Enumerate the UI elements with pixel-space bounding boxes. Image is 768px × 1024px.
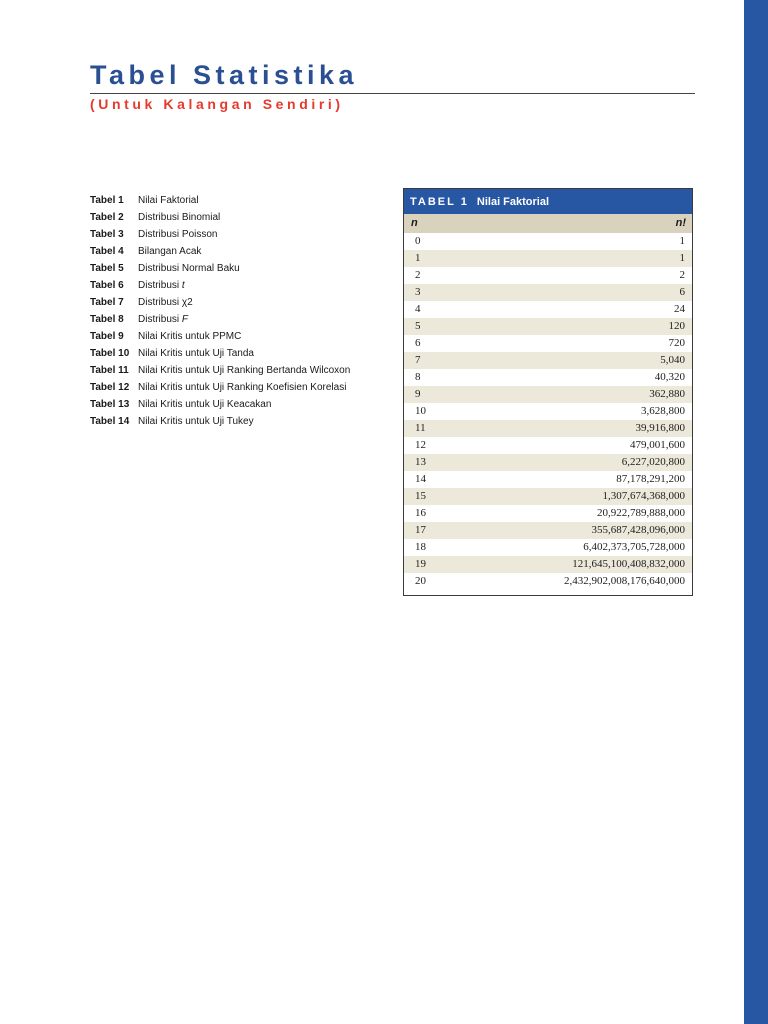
factorial-table	[403, 188, 693, 596]
cell-factorial: 2,432,902,008,176,640,000	[564, 575, 685, 587]
cell-n: 10	[415, 405, 426, 417]
toc-entry	[90, 362, 390, 379]
table-row	[404, 454, 692, 471]
cell-n: 2	[415, 269, 421, 281]
table-row	[404, 573, 692, 590]
toc-entry-title-text: Bilangan Acak	[138, 246, 202, 257]
cell-factorial: 3,628,800	[641, 405, 685, 417]
toc-entry	[90, 243, 390, 260]
table-row	[404, 386, 692, 403]
cell-n: 1	[415, 252, 421, 264]
toc-entry	[90, 277, 390, 294]
cell-factorial: 120	[668, 320, 685, 332]
toc-entry-label: Tabel 14	[90, 416, 130, 427]
table-tag: TABEL 1	[410, 196, 469, 208]
table-row	[404, 369, 692, 386]
toc-entry-title-italic: t	[181, 280, 185, 291]
toc-entry-title-text: Nilai Kritis untuk Uji Ranking Koefisien Korelasi	[138, 382, 347, 393]
cell-factorial: 2	[679, 269, 685, 281]
cell-factorial: 1	[679, 235, 685, 247]
toc-entry	[90, 226, 390, 243]
cell-factorial: 40,320	[654, 371, 685, 383]
toc-entry-title-text: Distribusi	[138, 314, 182, 325]
table-body	[404, 233, 692, 590]
toc-entry-title	[138, 243, 390, 260]
toc-entry-title	[138, 362, 390, 379]
cell-factorial: 121,645,100,408,832,000	[572, 558, 685, 570]
toc-entry	[90, 294, 390, 311]
table-row	[404, 437, 692, 454]
table-row	[404, 301, 692, 318]
cell-n: 6	[415, 337, 421, 349]
cell-n: 12	[415, 439, 426, 451]
title-divider	[90, 93, 695, 94]
cell-n: 16	[415, 507, 426, 519]
toc-entry-title-text: Nilai Kritis untuk Uji Keacakan	[138, 399, 272, 410]
table-row	[404, 335, 692, 352]
toc-entry-title	[138, 277, 390, 294]
toc-entry-label: Tabel 2	[90, 212, 124, 223]
toc-entry-title	[138, 379, 390, 396]
toc-entry-title	[138, 260, 390, 277]
toc-entry-title	[138, 311, 390, 328]
toc-entry-title-text: Distribusi Normal Baku	[138, 263, 240, 274]
toc-entry	[90, 192, 390, 209]
toc-entry-title	[138, 192, 390, 209]
toc-entry	[90, 328, 390, 345]
table-row	[404, 556, 692, 573]
cell-n: 3	[415, 286, 421, 298]
table-row	[404, 522, 692, 539]
cell-factorial: 362,880	[649, 388, 685, 400]
cell-n: 18	[415, 541, 426, 553]
table-row	[404, 233, 692, 250]
column-header-row	[404, 214, 692, 233]
toc-entry-title-text: Nilai Kritis untuk Uji Tanda	[138, 348, 254, 359]
side-accent-bar	[744, 0, 768, 1024]
toc-entry-label: Tabel 12	[90, 382, 130, 393]
toc-entry-title-text: Nilai Kritis untuk PPMC	[138, 331, 242, 342]
toc-entry	[90, 379, 390, 396]
cell-n: 9	[415, 388, 421, 400]
cell-factorial: 720	[668, 337, 685, 349]
cell-factorial: 6,402,373,705,728,000	[583, 541, 685, 553]
cell-n: 5	[415, 320, 421, 332]
toc-entry	[90, 345, 390, 362]
cell-factorial: 355,687,428,096,000	[591, 524, 685, 536]
table-row	[404, 539, 692, 556]
toc-entry-label: Tabel 8	[90, 314, 124, 325]
cell-n: 14	[415, 473, 426, 485]
table-row	[404, 403, 692, 420]
toc-entry-title	[138, 209, 390, 226]
cell-factorial: 1	[679, 252, 685, 264]
cell-factorial: 24	[674, 303, 685, 315]
toc-entry-title	[138, 345, 390, 362]
cell-n: 15	[415, 490, 426, 502]
toc-entry-title	[138, 294, 390, 311]
toc-entry-title-text: Distribusi	[138, 280, 182, 291]
table-row	[404, 420, 692, 437]
toc-entry-title	[138, 396, 390, 413]
column-header-n: n	[411, 217, 418, 229]
toc-entry	[90, 209, 390, 226]
table-row	[404, 318, 692, 335]
table-row	[404, 352, 692, 369]
toc-entry-label: Tabel 3	[90, 229, 124, 240]
cell-factorial: 5,040	[660, 354, 685, 366]
cell-factorial: 6	[679, 286, 685, 298]
table-title: Nilai Faktorial	[476, 196, 550, 208]
toc-entry-label: Tabel 5	[90, 263, 124, 274]
toc-entry-label: Tabel 13	[90, 399, 130, 410]
toc-entry-title-italic: F	[181, 314, 189, 325]
cell-n: 17	[415, 524, 426, 536]
cell-n: 7	[415, 354, 421, 366]
cell-n: 13	[415, 456, 426, 468]
toc-entry-title-text: Distribusi Poisson	[138, 229, 218, 240]
toc-entry-label: Tabel 9	[90, 331, 124, 342]
toc-entry	[90, 396, 390, 413]
cell-n: 4	[415, 303, 421, 315]
toc-entry-label: Tabel 10	[90, 348, 130, 359]
toc-entry-label: Tabel 6	[90, 280, 124, 291]
table-row	[404, 250, 692, 267]
table-row	[404, 488, 692, 505]
toc-entry-label: Tabel 11	[90, 365, 129, 376]
cell-factorial: 1,307,674,368,000	[602, 490, 685, 502]
toc-entry-title	[138, 328, 390, 345]
cell-n: 0	[415, 235, 421, 247]
toc-entry-label: Tabel 4	[90, 246, 124, 257]
cell-factorial: 87,178,291,200	[616, 473, 685, 485]
table-of-contents	[90, 192, 390, 430]
toc-entry-title	[138, 413, 390, 430]
page-subtitle: (Untuk Kalangan Sendiri)	[90, 96, 344, 112]
cell-n: 8	[415, 371, 421, 383]
cell-n: 19	[415, 558, 426, 570]
cell-factorial: 20,922,789,888,000	[597, 507, 685, 519]
table-row	[404, 471, 692, 488]
toc-entry-title-text: Distribusi Binomial	[138, 212, 221, 223]
cell-n: 20	[415, 575, 426, 587]
factorial-table-header	[404, 189, 692, 214]
column-header-factorial: n!	[675, 217, 686, 229]
toc-entry	[90, 260, 390, 277]
toc-entry	[90, 413, 390, 430]
cell-factorial: 479,001,600	[630, 439, 685, 451]
table-row	[404, 505, 692, 522]
table-row	[404, 284, 692, 301]
toc-entry-title-text: Nilai Faktorial	[138, 195, 199, 206]
page-title: Tabel Statistika	[90, 60, 359, 90]
cell-factorial: 6,227,020,800	[621, 456, 685, 468]
toc-entry-title-text: Nilai Kritis untuk Uji Tukey	[138, 416, 254, 427]
table-row	[404, 267, 692, 284]
toc-entry-label: Tabel 7	[90, 297, 124, 308]
toc-entry-label: Tabel 1	[90, 195, 124, 206]
toc-entry	[90, 311, 390, 328]
toc-entry-title-text: Distribusi χ2	[138, 297, 193, 308]
cell-factorial: 39,916,800	[635, 422, 685, 434]
cell-n: 11	[415, 422, 426, 434]
toc-entry-title	[138, 226, 390, 243]
toc-entry-title-text: Nilai Kritis untuk Uji Ranking Bertanda Wilcoxon	[138, 365, 351, 376]
